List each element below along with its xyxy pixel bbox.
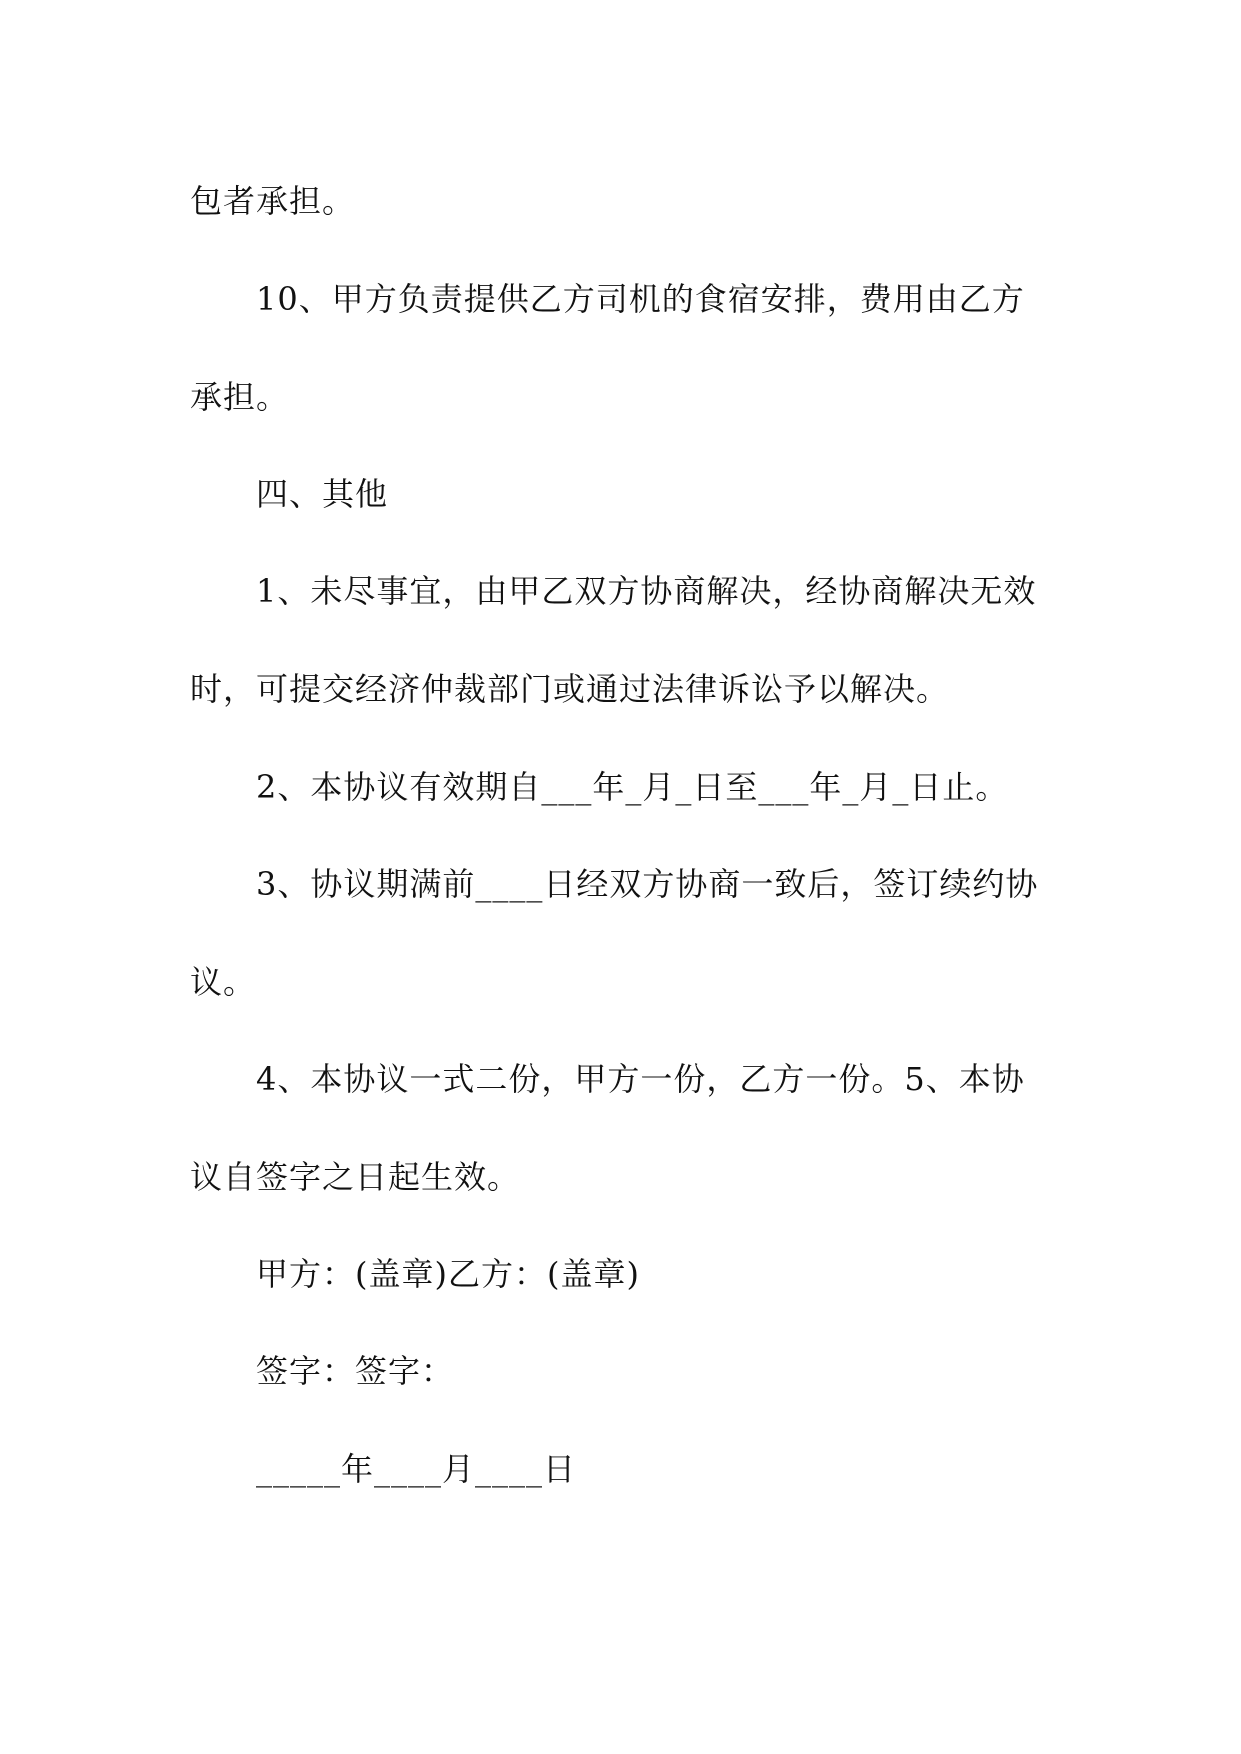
signature-label: 签字：签字： (256, 1352, 455, 1390)
text-line: 2、本协议有效期自___年_月_日至___年_月_日止。 (256, 768, 1009, 806)
text-line: 10、甲方负责提供乙方司机的食宿安排，费用由乙方 (256, 280, 1025, 318)
text-line: 承担。 (190, 378, 290, 416)
text-line: 议。 (190, 963, 257, 1001)
section-heading: 四、其他 (256, 475, 389, 513)
text-line: 4、本协议一式二份，甲方一份，乙方一份。5、本协 (256, 1060, 1025, 1098)
date-line: _____年____月____日 (256, 1450, 577, 1488)
text-line: 时，可提交经济仲裁部门或通过法律诉讼予以解决。 (190, 670, 950, 708)
signature-parties: 甲方：(盖章)乙方：(盖章) (256, 1255, 640, 1293)
text-line: 3、协议期满前____日经双方协商一致后，签订续约协 (256, 865, 1039, 903)
text-line: 1、未尽事宜，由甲乙双方协商解决，经协商解决无效 (256, 572, 1037, 610)
text-line: 议自签字之日起生效。 (190, 1158, 521, 1196)
text-line: 包者承担。 (190, 182, 356, 220)
